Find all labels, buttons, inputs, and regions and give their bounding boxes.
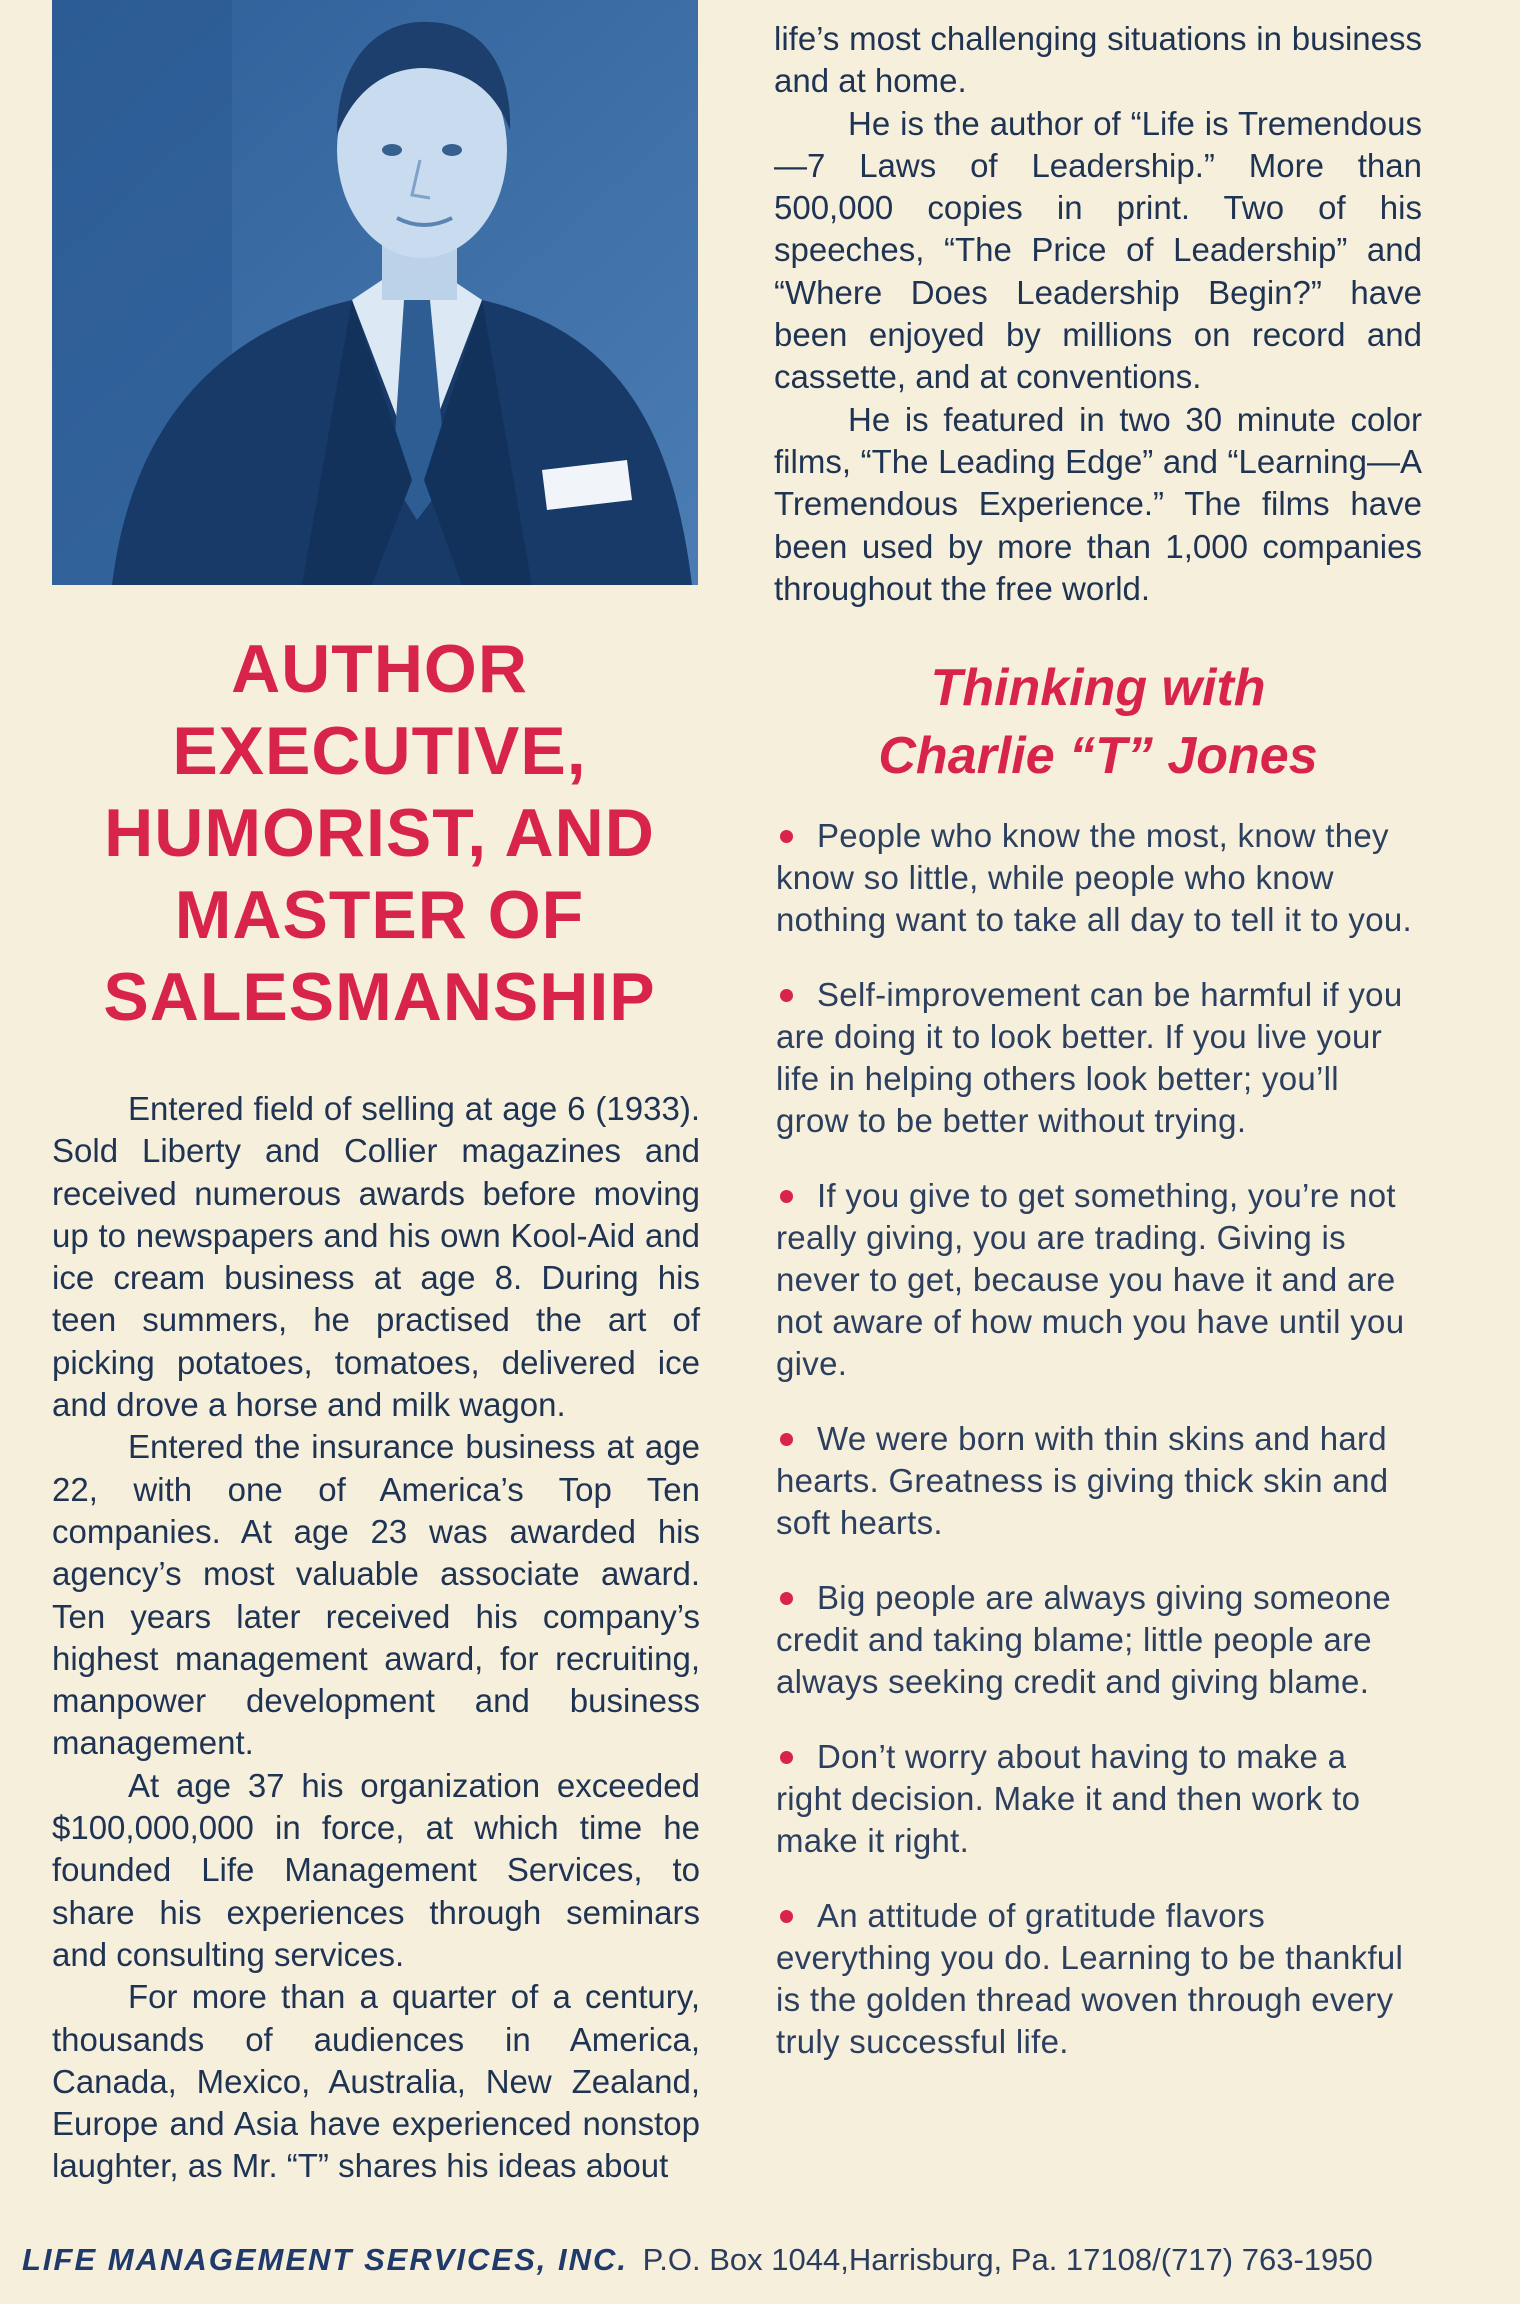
biography-continued <box>774 18 1422 610</box>
footer <box>22 2240 1512 2280</box>
quote-item <box>776 974 1416 1142</box>
bio-paragraph: He is the author of “Life is Tremendous—7 Laws of Leadership.” More than 500,000 copies in print. Two of his speeches, “The Price of Leadership” and “Where Does Leadership Begin?” have been enjoyed by millions on record and cassette, and at conventions. <box>774 104 1422 396</box>
quotes-title-line: Charlie “T” Jones <box>878 727 1318 785</box>
quote-text: If you give to get something, you’re not really giving, you are trading. Giving is never to get, because you have it and are not aware of how much you have until you give. <box>776 1177 1405 1382</box>
quote-text: People who know the most, know they know so little, while people who know nothing want to take all day to tell it to you. <box>776 817 1412 938</box>
headline-line: MASTER OF <box>174 877 585 953</box>
bullet-icon <box>780 1433 793 1446</box>
company-name: LIFE MANAGEMENT SERVICES, INC. <box>22 2242 628 2277</box>
headline-line: HUMORIST, AND <box>104 795 655 871</box>
quote-text: An attitude of gratitude flavors everything you do. Learning to be thankful is the golden thread woven through every truly successful life. <box>776 1897 1404 2060</box>
quote-text: Self-improvement can be harmful if you are doing it to look better. If you live your life in helping others look better; you’ll grow to be better without trying. <box>776 976 1403 1139</box>
bullet-icon <box>780 830 793 843</box>
quote-item <box>776 1175 1416 1385</box>
quote-item <box>776 1895 1416 2063</box>
bullet-icon <box>780 1592 793 1605</box>
quote-item <box>776 1736 1416 1862</box>
author-portrait-image <box>52 0 698 585</box>
bio-paragraph: He is featured in two 30 minute color films, “The Leading Edge” and “Learning—A Tremendous Experience.” The films have been used by more than 1,000 companies throughout the free world. <box>774 400 1422 607</box>
quotes-title-line: Thinking with <box>930 659 1266 717</box>
headline-line: AUTHOR <box>231 631 528 707</box>
quote-item <box>776 1418 1416 1544</box>
quote-item <box>776 1577 1416 1703</box>
quote-item <box>776 815 1416 941</box>
bullet-icon <box>780 1751 793 1764</box>
bullet-icon <box>780 1190 793 1203</box>
headline-line: EXECUTIVE, <box>172 713 587 789</box>
quotes-list <box>776 815 1416 2096</box>
bio-paragraph: life’s most challenging situations in business and at home. <box>774 20 1422 100</box>
headline <box>52 628 707 1038</box>
headline-line: SALESMANSHIP <box>103 959 656 1035</box>
bio-paragraph: At age 37 his organization exceeded $100,000,000 in force, at which time he founded Life Management Services, to share his experiences through seminars and consulting services. <box>52 1766 700 1973</box>
quote-text: We were born with thin skins and hard hearts. Greatness is giving thick skin and soft hearts. <box>776 1420 1389 1541</box>
bio-paragraph: Entered field of selling at age 6 (1933). Sold Liberty and Collier magazines and received numerous awards before moving up to newspapers and his own Kool-Aid and ice cream business at age 8. During his teen summers, he practised the art of picking potatoes, tomatoes, delivered ice and drove a horse and milk wagon. <box>52 1090 700 1424</box>
biography <box>52 1088 700 2188</box>
bio-paragraph: For more than a quarter of a century, thousands of audiences in America, Canada, Mexico, Australia, New Zealand, Europe and Asia have experienced nonstop laughter, as Mr. “T” shares his ideas about <box>52 1978 700 2185</box>
quote-text: Big people are always giving someone credit and taking blame; little people are always seeking credit and giving blame. <box>776 1579 1391 1700</box>
author-portrait-icon <box>52 0 698 585</box>
bullet-icon <box>780 1910 793 1923</box>
quote-text: Don’t worry about having to make a right decision. Make it and then work to make it right. <box>776 1738 1361 1859</box>
bio-paragraph: Entered the insurance business at age 22, with one of America’s Top Ten companies. At age 23 was awarded his agency’s most valuable associate award. Ten years later received his company’s highest management award, for recruiting, manpower development and business management. <box>52 1428 700 1762</box>
quotes-title <box>774 654 1422 790</box>
bullet-icon <box>780 989 793 1002</box>
company-address: P.O. Box 1044,Harrisburg, Pa. 17108/(717) 763-1950 <box>642 2242 1373 2277</box>
